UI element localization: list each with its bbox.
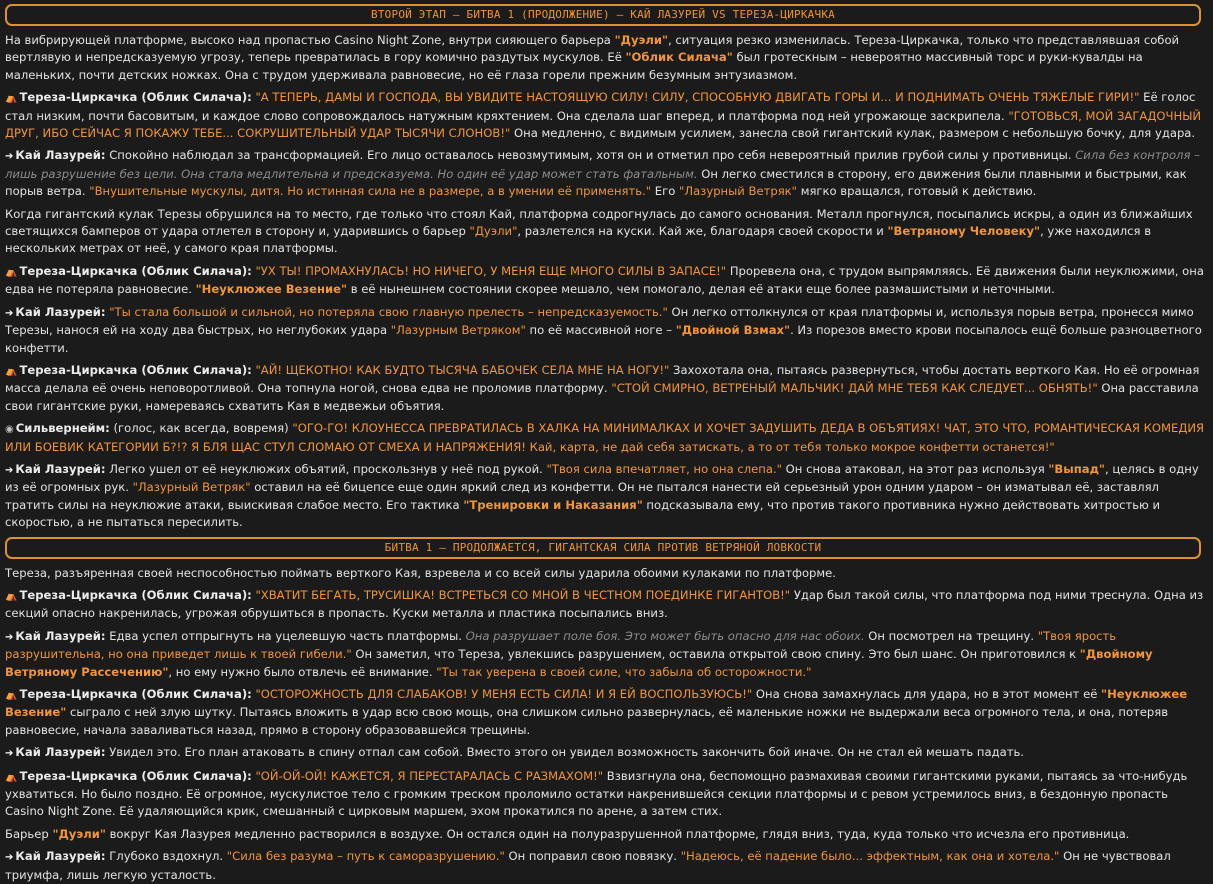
highlighted-quote: "УХ ТЫ! ПРОМАХНУЛАСЬ! НО НИЧЕГО, У МЕНЯ ЕЩЕ МНОГО СИЛЫ В ЗАПАСЕ!" — [255, 263, 727, 278]
text-segment: , разлетелся на куски. Кай же, благодаря своей скорости и — [517, 224, 888, 239]
text-segment: Удар был такой силы, что платформа под ними треснула. Одна из секций опасно накренилась, угрожая обрушиться в пропасть. Куски металла и пластика посыпались вниз. — [5, 587, 1204, 621]
speaker-name: Тереза-Циркачка (Облик Силача): — [19, 768, 252, 783]
text-segment: Взвизгнула она, беспомощно размахивая своими гигантскими руками, пытаясь за что-нибудь ухватиться. Но было поздно. Её огромное, мускулистое тело с громким треском проломило остатки накренившейся секции платформы и с ревом устремилось вниз, в бездонную пропасть Casino Night Zone. Её удаляющийся крик, смешанный с цирковым маршем, эхом прокатился по арене, а затем стих. — [5, 768, 1188, 819]
highlighted-quote: "ХВАТИТ БЕГАТЬ, ТРУСИШКА! ВСТРЕТЬСЯ СО МНОЙ В ЧЕСТНОМ ПОЕДИНКЕ ГИГАНТОВ!" — [255, 587, 791, 602]
section-banner: ВТОРОЙ ЭТАП – БИТВА 1 (ПРОДОЛЖЕНИЕ) – КАЙ ЛАЗУРЕЙ VS ТЕРЕЗА-ЦИРКАЧКА — [5, 4, 1201, 26]
dialogue-paragraph — [5, 768, 1207, 821]
text-segment: Он посмотрел на трещину. — [864, 628, 1038, 643]
text-segment: , ситуация резко изменилась. Тереза-Циркачка, только что представлявшая собой вертлявую и непредсказуемую угрозу, теперь превратилась в гору комично раздутых мускулов. Её — [5, 33, 1180, 65]
highlighted-quote: "Надеюсь, её падение было... эффектным, как она и хотела." — [680, 849, 1060, 864]
highlighted-quote: "Двойному Ветряному Рассечению" — [5, 647, 1153, 679]
highlighted-quote: "ОЙ-ОЙ-ОЙ! КАЖЕТСЯ, Я ПЕРЕСТАРАЛАСЬ С РАЗМАХОМ!" — [255, 768, 604, 783]
text-segment: Когда гигантский кулак Терезы обрушился на то место, где только что стоял Кай, платформа содрогнулась до самого основания. Металл прогнулся, посыпались искры, а один из ближайших светящихся бамперов от удара отлетел в сторону и, ударившись о барьер — [5, 206, 1193, 239]
speaker-name: Тереза-Циркачка (Облик Силача): — [19, 687, 252, 701]
text-segment: Она расставила свои гигантские руки, намереваясь схватить Кая в медвежьи объятия. — [5, 381, 1199, 413]
highlighted-quote: "Лазурный Ветряк" — [679, 184, 798, 199]
speaker-name: Тереза-Циркачка (Облик Силача): — [19, 90, 252, 105]
text-segment: вокруг Кая Лазурея медленно растворился в воздухе. Он остался один на полуразрушенной платформе, глядя вниз, туда, куда только что исчезла его противница. — [105, 826, 1130, 841]
speaker-name: Кай Лазурей: — [15, 849, 106, 864]
text-segment: , уже находился в нескольких метрах от неё, у самого края платформы. — [5, 224, 1152, 256]
highlighted-quote: "Ветряному Человеку" — [887, 224, 1041, 239]
dialogue-paragraph — [5, 686, 1207, 739]
text-segment: Он поправил свою повязку. — [504, 849, 681, 864]
dialogue-paragraph — [5, 420, 1207, 456]
text-segment: Он заметил, что Тереза, увлекшись разрушением, оставила открытой свою спину. Это был шанс. Он приготовился к — [351, 647, 1080, 662]
inner-thought: Она разрушает поле боя. Это может быть опасно для нас обоих. — [465, 628, 865, 643]
inner-thought: Сила без контроля – лишь разрушение без цели. Она стала медлительна и предсказуема. Но один её удар может стать фатальным. — [5, 148, 1200, 181]
narration-paragraph — [5, 206, 1207, 258]
text-segment: по её массивной ноге – — [525, 323, 676, 338]
wind-arrow-icon: ➔ — [5, 307, 14, 319]
text-segment: Она снова замахнулась для удара, но в этот момент её — [752, 687, 1102, 701]
text-segment: Её голос стал низким, почти басовитым, и каждое слово сопровождалось натужным кряхтением. Она сделала шаг вперед, и платформа под ней угрожающе заскрипела. — [5, 90, 1196, 123]
speaker-name: Кай Лазурей: — [15, 148, 106, 163]
circus-tent-icon: ⛺ — [5, 590, 18, 602]
text-segment: Проревела она, с трудом выпрямляясь. Её движения были неуклюжими, она едва не потеряла равновесие. — [5, 263, 1204, 297]
wind-arrow-icon: ➔ — [5, 151, 14, 163]
text-segment: Глубоко вздохнул. — [105, 849, 227, 864]
wind-arrow-icon: ➔ — [5, 852, 14, 864]
wind-arrow-icon: ➔ — [5, 464, 14, 476]
text-segment: подсказывала ему, что против такого противника нужно действовать хитростью и скоростью, а не пытаться пересилить. — [5, 497, 1161, 530]
dialogue-paragraph — [5, 362, 1207, 415]
highlighted-quote: "Тренировки и Наказания" — [463, 497, 643, 512]
highlighted-quote: "А ТЕПЕРЬ, ДАМЫ И ГОСПОДА, ВЫ УВИДИТЕ НАСТОЯЩУЮ СИЛУ! СИЛУ, СПОСОБНУЮ ДВИГАТЬ ГОРЫ И... И ПОДНИМАТЬ ОЧЕНЬ ТЯЖЕЛЫЕ ГИРИ!" — [255, 90, 1140, 105]
text-segment: был гротескным – невероятно массивный торс и руки-кувалды на маленьких, почти детских ножках. Она с трудом удерживала равновесие, но её глаза горели прежним безумным энтузиазмом. — [5, 50, 1143, 82]
highlighted-quote: "Твоя сила впечатляет, но она слепа." — [546, 461, 782, 476]
narration-paragraph — [5, 826, 1207, 843]
text-segment: На вибрирующей платформе, высоко над пропастью Casino Night Zone, внутри сияющего барьера — [5, 33, 615, 47]
text-segment: мягко вращался, готовый к действию. — [797, 184, 1037, 199]
circus-tent-icon: ⛺ — [5, 365, 18, 377]
highlighted-quote: "ГОТОВЬСЯ, МОЙ ЗАГАДОЧНЫЙ ДРУГ, ИБО СЕЙЧАС Я ПОКАЖУ ТЕБЕ... СОКРУШИТЕЛЬНЫЙ УДАР ТЫСЯЧИ СЛОНОВ!" — [5, 108, 1202, 141]
speaker-name: Кай Лазурей: — [15, 304, 106, 319]
text-segment: Он не чувствовал триумфа, лишь легкую усталость. — [5, 849, 1171, 882]
narration-paragraph — [5, 565, 1207, 582]
highlighted-quote: "ОСТОРОЖНОСТЬ ДЛЯ СЛАБАКОВ! У МЕНЯ ЕСТЬ СИЛА! И Я ЕЙ ВОСПОЛЬЗУЮСЬ!" — [255, 687, 753, 701]
text-segment: оставил на её бицепсе еще один яркий след из конфетти. Он не пытался нанести ей серьезный урон одним ударом – он изматывал её, заставлял тратить силы на неуклюжие атаки, выискивая слабое место. Его тактика — [5, 480, 1159, 512]
dialogue-paragraph — [5, 744, 1207, 762]
story-content — [5, 32, 1207, 884]
dialogue-paragraph — [5, 263, 1207, 299]
circus-tent-icon: ⛺ — [5, 771, 18, 783]
text-segment: Он легко оттолкнулся от края платформы и, используя порыв ветра, пронесся мимо Терезы, нанося ей на ходу два быстрых, но неглубоких удара — [5, 304, 1194, 338]
dialogue-paragraph — [5, 628, 1207, 681]
speaker-name: Тереза-Циркачка (Облик Силача): — [19, 587, 252, 602]
highlighted-quote: "СТОЙ СМИРНО, ВЕТРЕНЫЙ МАЛЬЧИК! ДАЙ МНЕ ТЕБЯ КАК СЛЕДУЕТ... ОБНЯТЬ!" — [611, 381, 1098, 396]
dialogue-paragraph — [5, 89, 1207, 142]
text-segment: . Из порезов вместо крови посыпалось ещё больше разноцветного конфетти. — [5, 323, 1202, 355]
dialogue-paragraph — [5, 587, 1207, 623]
text-segment: Спокойно наблюдал за трансформацией. Его лицо оставалось невозмутимым, хотя он и отметил про себя невероятный прилив грубой силы у противницы. — [105, 148, 1076, 163]
dialogue-paragraph — [5, 848, 1207, 884]
highlighted-quote: "Дуэли" — [469, 224, 518, 239]
circus-tent-icon: ⛺ — [5, 266, 18, 278]
wind-arrow-icon: ➔ — [5, 631, 14, 643]
speaker-name: Кай Лазурей: — [15, 628, 106, 643]
circus-tent-icon: ⛺ — [5, 93, 18, 105]
dialogue-paragraph — [5, 304, 1207, 357]
highlighted-quote: "Твоя ярость разрушительна, но она приведет лишь к твоей гибели." — [5, 628, 1117, 662]
text-segment: (голос, как всегда, вовремя) — [109, 421, 293, 436]
highlighted-quote: "Неуклюжее Везение" — [5, 687, 1188, 720]
highlighted-quote: "Сила без разума – путь к саморазрушению." — [226, 849, 505, 864]
text-segment: Тереза, разъяренная своей неспособностью поймать верткого Кая, взревела и со всей силы ударила обоими кулаками по платформе. — [5, 565, 836, 580]
highlighted-quote: "Дуэли" — [614, 33, 669, 47]
narration-paragraph — [5, 32, 1207, 84]
wind-arrow-icon: ➔ — [5, 748, 14, 760]
highlighted-quote: "Лазурным Ветряком" — [390, 323, 526, 338]
highlighted-quote: "Облик Силача" — [625, 50, 733, 65]
text-segment: сыграло с ней злую шутку. Пытаясь вложить в удар всю свою мощь, она слишком сильно развернулась, её маленькие ножки не выдержали веса огромного тела, и она, потеряв равновесие, начала заваливаться назад, прямо в сторону образовавшейся трещины. — [5, 705, 1169, 737]
highlighted-quote: "Ты стала большой и сильной, но потеряла свою главную прелесть – непредсказуемость." — [109, 304, 668, 319]
highlighted-quote: "Дуэли" — [52, 826, 106, 841]
speaker-name: Тереза-Циркачка (Облик Силача): — [19, 263, 252, 278]
text-segment: Барьер — [5, 826, 53, 841]
highlighted-quote: "Внушительные мускулы, дитя. Но истинная сила не в размере, а в умении её применять." — [89, 184, 652, 199]
text-segment: Едва успел отпрыгнуть на уцелевшую часть платформы. — [105, 628, 466, 643]
speaker-name: Тереза-Циркачка (Облик Силача): — [19, 362, 252, 377]
text-segment: Захохотала она, пытаясь развернуться, чтобы достать верткого Кая. Но её огромная масса делала её очень неповоротливой. Она топнула ногой, снова едва не проломив платформу. — [5, 362, 1200, 396]
dialogue-paragraph — [5, 147, 1207, 200]
text-segment: Она медленно, с видимым усилием, занесла свой гигантский кулак, размером с небольшую бочку, для удара. — [510, 126, 1196, 141]
text-segment: Он легко сместился в сторону, его движения были плавными и быстрыми, как порыв ветра. — [5, 166, 1187, 199]
highlighted-quote: "Ты так уверена в своей силе, что забыла об осторожности." — [436, 664, 812, 679]
highlighted-quote: "Неуклюжее Везение" — [195, 282, 348, 297]
highlighted-quote: "Выпад" — [1048, 461, 1105, 476]
text-segment: Увидел это. Его план атаковать в спину отпал сам собой. Вместо этого он увидел возможность закончить бой иначе. Он не стал ей мешать падать. — [105, 745, 1024, 760]
highlighted-quote: "Двойной Взмах" — [675, 323, 791, 338]
text-segment: , но ему нужно было отвлечь её внимание. — [168, 664, 437, 679]
speaker-name: Кай Лазурей: — [15, 461, 106, 476]
circus-tent-icon: ⛺ — [5, 690, 18, 701]
text-segment: Легко ушел от её неуклюжих объятий, проскользнув у неё под рукой. — [105, 461, 547, 476]
speaker-name: Сильвернейм: — [15, 421, 110, 436]
highlighted-quote: "ОГО-ГО! КЛОУНЕССА ПРЕВРАТИЛАСЬ В ХАЛКА НА МИНИМАЛКАХ И ХОЧЕТ ЗАДУШИТЬ ДЕДА В ОБЪЯТИЯХ! ЧАТ, ЭТО ЧТО, РОМАНТИЧЕСКАЯ КОМЕДИЯ ИЛИ БОЕВИК КАТЕГОРИИ Б?!? Я БЛЯ ЩАС СТУЛ СЛОМАЮ ОТ СМЕХА И НАПРЯЖЕНИЯ! Кай, карта, не дай себя затискать, а то от тебя только мокрое конфетти останется!" — [5, 421, 1205, 454]
section-banner: БИТВА 1 – ПРОДОЛЖАЕТСЯ, ГИГАНТСКАЯ СИЛА ПРОТИВ ВЕТРЯНОЙ ЛОВКОСТИ — [5, 537, 1201, 559]
text-segment: Он снова атаковал, на этот раз используя — [782, 461, 1049, 476]
speaker-name: Кай Лазурей: — [15, 745, 106, 760]
text-segment: , целясь в одну из её огромных рук. — [5, 461, 1199, 495]
text-segment: Его — [651, 184, 680, 199]
text-segment: в её нынешнем состоянии скорее мешало, чем помогало, делая её атаки еще более размашистыми и неточными. — [347, 282, 1055, 297]
dialogue-paragraph — [5, 461, 1207, 532]
highlighted-quote: "АЙ! ЩЕКОТНО! КАК БУДТО ТЫСЯЧА БАБОЧЕК СЕЛА МНЕ НА НОГУ!" — [255, 362, 670, 377]
highlighted-quote: "Лазурный Ветряк" — [132, 480, 251, 495]
bust-silhouette-icon: ◉ — [5, 424, 14, 436]
